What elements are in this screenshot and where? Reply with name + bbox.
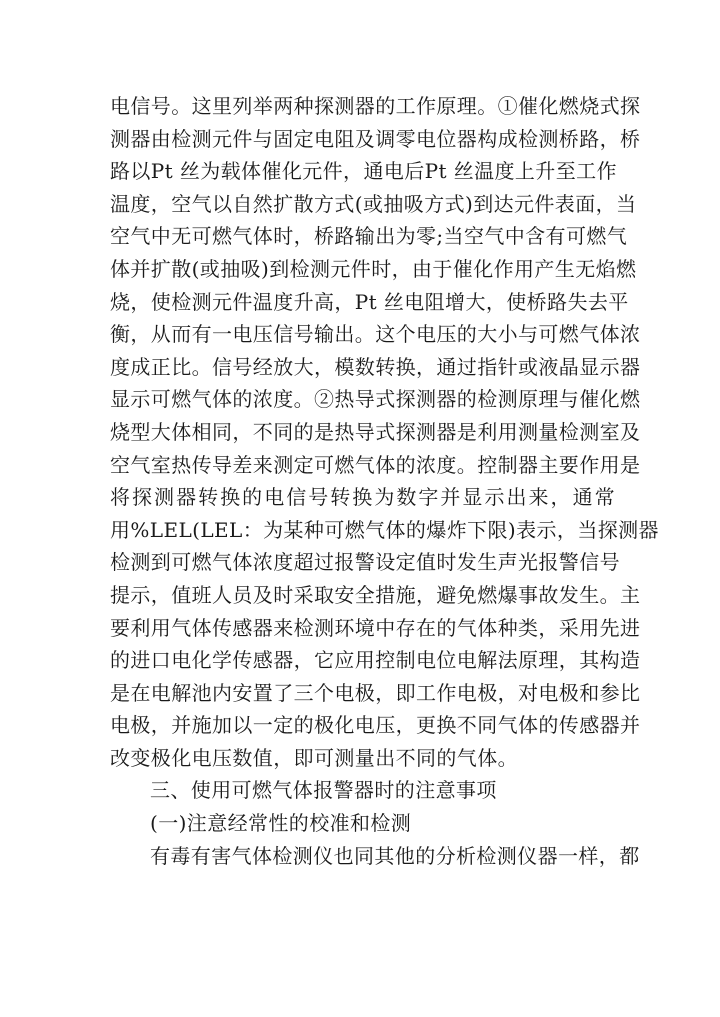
text-line: 是在电解池内安置了三个电极，即工作电极，对电极和参比: [110, 680, 641, 705]
text-line: 度成正比。信号经放大，模数转换，通过指针或液晶显示器: [110, 354, 641, 379]
body-text: [110, 90, 659, 872]
text-line: 空气室热传导差来测定可燃气体的浓度。控制器主要作用是: [110, 452, 641, 477]
text-line: 的进口电化学传感器，它应用控制电位电解法原理，其构造: [110, 648, 641, 673]
text-line: 衡，从而有一电压信号输出。这个电压的大小与可燃气体浓: [110, 322, 641, 347]
text-line: 测器由检测元件与固定电阻及调零电位器构成检测桥路，桥: [110, 126, 641, 151]
text-line: 烧型大体相同，不同的是热导式探测器是利用测量检测室及: [110, 419, 641, 444]
paragraph-first-line: 有毒有害气体检测仪也同其他的分析检测仪器一样，都: [150, 843, 640, 868]
text-line: 电信号。这里列举两种探测器的工作原理。①催化燃烧式探: [110, 94, 641, 118]
text-line: 改变极化电压数值，即可测量出不同的气体。: [110, 745, 518, 770]
text-line: 路以Pt 丝为载体催化元件，通电后Pt 丝温度上升至工作: [110, 159, 617, 184]
text-line: 体并扩散(或抽吸)到检测元件时，由于催化作用产生无焰燃: [110, 256, 637, 281]
text-line: 要利用气体传感器来检测环境中存在的气体种类，采用先进: [110, 615, 641, 640]
section-heading: 三、使用可燃气体报警器时的注意事项: [150, 778, 497, 803]
subsection-heading: (一)注意经常性的校准和检测: [150, 811, 412, 836]
text-line: 将探测器转换的电信号转换为数字并显示出来，通常: [110, 485, 615, 510]
text-line: 温度，空气以自然扩散方式(或抽吸方式)到达元件表面，当: [110, 191, 637, 216]
text-line: 显示可燃气体的浓度。②热导式探测器的检测原理与催化燃: [110, 387, 641, 412]
text-line: 烧，使检测元件温度升高，Pt 丝电阻增大，使桥路失去平: [110, 289, 629, 314]
text-line: 检测到可燃气体浓度超过报警设定值时发生声光报警信号: [110, 550, 620, 575]
text-line: 用%LEL(LEL：为某种可燃气体的爆炸下限)表示，当探测器: [110, 517, 659, 542]
text-line: 空气中无可燃气体时，桥路输出为零;当空气中含有可燃气: [110, 224, 628, 249]
text-line: 提示，值班人员及时采取安全措施，避免燃爆事故发生。主: [110, 582, 641, 607]
text-line: 电极，并施加以一定的极化电压，更换不同气体的传感器并: [110, 713, 641, 738]
